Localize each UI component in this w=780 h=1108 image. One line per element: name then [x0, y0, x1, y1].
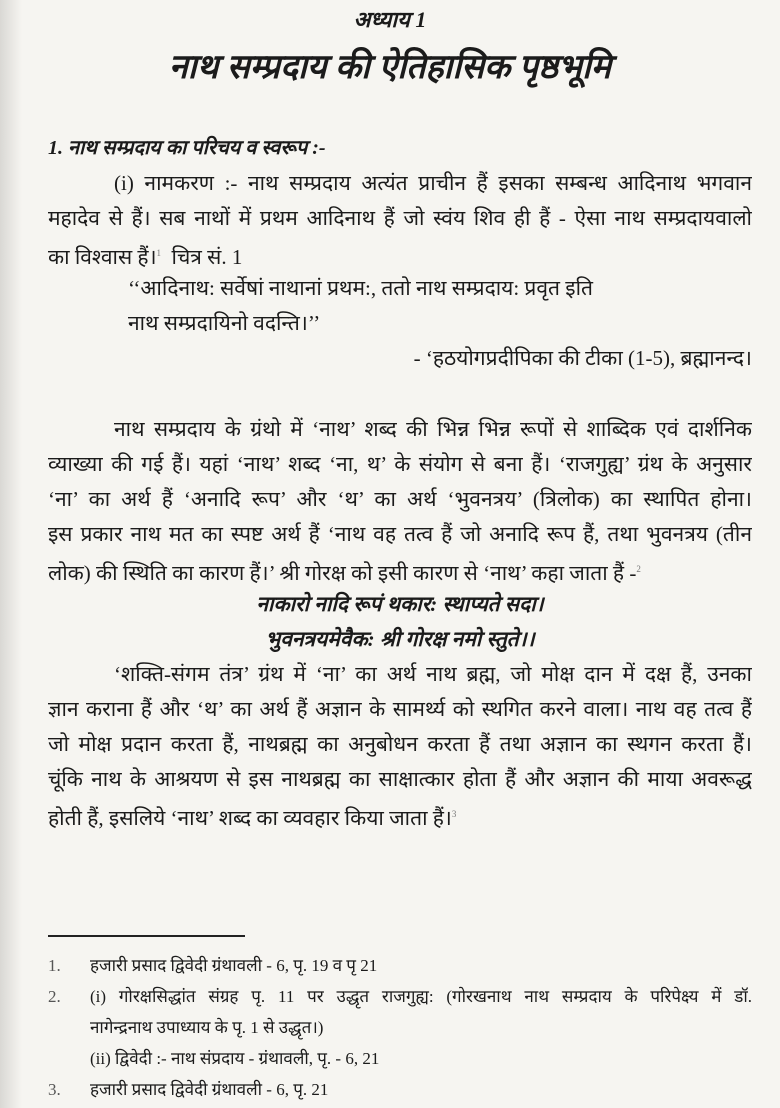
footnote-2-continued — [48, 1012, 752, 1043]
para3-line: जो मोक्ष प्रदान करता हैं, नाथब्रह्म का अनुबोधन करता हैं तथा अज्ञान का स्थगन करता हैं। — [48, 732, 752, 756]
footnote-number: 1. — [48, 956, 61, 975]
para3-line: ‘शक्ति-संगम तंत्र’ ग्रंथ में ‘ना’ का अर्थ नाथ ब्रह्म, जो मोक्ष दान में दक्ष हैं, उनका — [114, 662, 752, 686]
footnote-text: (ii) द्विवेदी :- नाथ संप्रदाय - ग्रंथावली, पृ. - 6, 21 — [90, 1049, 380, 1068]
footnote-number: 3. — [48, 1080, 61, 1099]
footnote-3 — [48, 1074, 752, 1105]
verse-line: नाकारो नादि रूपं थकार: स्थाप्यते सदा। — [256, 592, 544, 616]
footnote-ref: 3 — [451, 809, 457, 819]
para1-line: (i) नामकरण :- नाथ सम्प्रदाय अत्यंत प्राचीन हैं इसका सम्बन्ध आदिनाथ भगवान — [114, 171, 752, 195]
footnote-1 — [48, 950, 752, 981]
para2-line: इस प्रकार नाथ मत का स्पष्ट अर्थ हैं ‘नाथ वह तत्व हैं जो अनादि रूप हैं, तथा भुवनत्रय (तीन — [48, 522, 752, 546]
footnote-ref: 2 — [636, 564, 641, 574]
para3-text: होती हैं, इसलिये ‘नाथ’ शब्द का व्यवहार किया जाता हैं। — [48, 806, 452, 830]
footnotes — [48, 950, 752, 1105]
page-edge-shadow — [0, 0, 22, 1108]
footnote-2 — [48, 981, 752, 1012]
para1-line: महादेव से हैं। सब नाथों में प्रथम आदिनाथ हैं जो स्वंय शिव ही हैं - ऐसा नाथ सम्प्रदायवालो — [48, 206, 752, 230]
section-1 — [48, 131, 752, 376]
footnote-number: 2. — [48, 987, 61, 1006]
quote-attribution: - ‘हठयोगप्रदीपिका की टीका (1-5), ब्रह्मानन्द। — [413, 346, 752, 370]
footnote-text: नागेन्द्रनाथ उपाध्याय के पृ. 1 से उद्धृत।) — [90, 1018, 324, 1037]
para3-line: चूंकि नाथ के आश्रयण से इस नाथब्रह्म का साक्षात्कार होता हैं और अज्ञान की माया अवरूद्ध — [48, 767, 752, 791]
chapter-title: नाथ सम्प्रदाय की ऐतिहासिक पृष्ठभूमि — [168, 49, 612, 86]
footnote-text: हजारी प्रसाद द्विवेदी ग्रंथावली - 6, पृ. 19 व पृ 21 — [90, 956, 378, 975]
figure-ref: चित्र सं. 1 — [171, 245, 243, 269]
footnote-2-sub — [48, 1043, 752, 1074]
para1-line-last — [48, 236, 752, 271]
para2-line-last — [48, 552, 752, 587]
para3-line-last — [48, 797, 752, 832]
chapter-label: अध्याय 1 — [353, 7, 427, 32]
footnote-ref: 1 — [156, 248, 162, 258]
quote-line: नाथ सम्प्रदायिनो वदन्ति।’’ — [128, 311, 321, 335]
para2-line: व्याख्या की गई हैं। यहां ‘नाथ’ शब्द ‘ना, थ’ के संयोग से बना हैं। ‘राजगुह्य’ ग्रंथ के अनुसार — [48, 452, 752, 476]
para2-line: ‘ना’ का अर्थ हैं ‘अनादि रूप’ और ‘थ’ का अर्थ ‘भुवनत्रय’ (त्रिलोक) का स्थापित होना। — [48, 487, 752, 511]
para3-line: ज्ञान कराना हैं और ‘थ’ का अर्थ हैं अज्ञान के सामर्थ्य को स्थगित करने वाला। नाथ वह तत्व हैं — [48, 697, 752, 721]
quote-line: ‘‘आदिनाथ: सर्वेषां नाथानां प्रथम:, ततो नाथ सम्प्रदाय: प्रवृत इति — [128, 276, 593, 300]
footnote-text: हजारी प्रसाद द्विवेदी ग्रंथावली - 6, पृ. 21 — [90, 1080, 329, 1099]
footnote-divider — [48, 935, 245, 937]
footnote-text: (i) गोरक्षसिद्धांत संग्रह पृ. 11 पर उद्धृत राजगुह्य: (गोरखनाथ नाथ सम्प्रदाय के परिपेक्ष्य में डॉ. — [90, 987, 752, 1006]
paragraph-2 — [48, 412, 752, 832]
section-heading: 1. नाथ सम्प्रदाय का परिचय व स्वरूप :- — [48, 137, 326, 159]
verse-line: भुवनत्रयमेवैक: श्री गोरक्ष नमो स्तुते।। — [265, 627, 535, 651]
para1-text: का विश्वास हैं। — [48, 245, 157, 269]
para2-line: नाथ सम्प्रदाय के ग्रंथो में ‘नाथ’ शब्द की भिन्न भिन्न रूपों से शाब्दिक एवं दार्शनिक — [114, 417, 752, 441]
para2-text: लोक) की स्थिति का कारण हैं।’ श्री गोरक्ष को इसी कारण से ‘नाथ’ कहा जाता हैं - — [48, 561, 637, 585]
